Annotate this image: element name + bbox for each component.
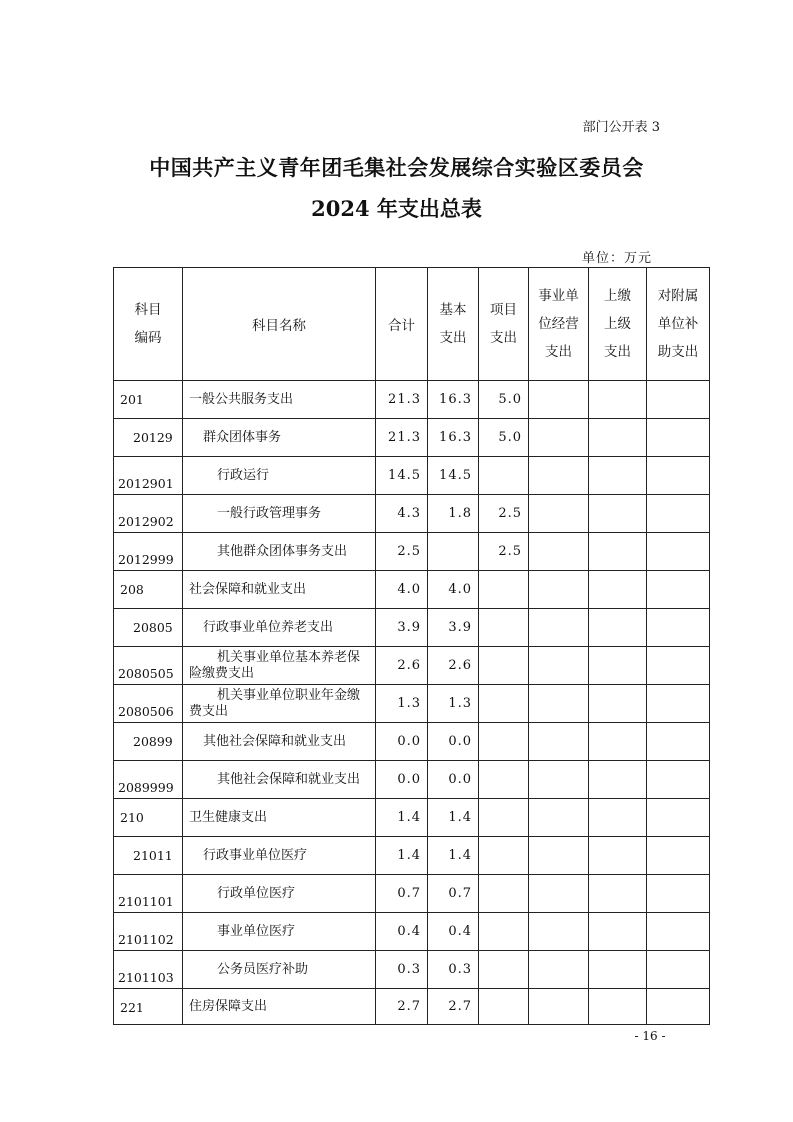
name-line: 机关事业单位基本养老保 (217, 649, 361, 665)
cell-enterprise (529, 495, 589, 533)
table-row (114, 875, 710, 913)
cell-enterprise (529, 913, 589, 951)
cell-upper (589, 761, 647, 799)
table-row (114, 989, 710, 1025)
cell-project (479, 799, 529, 837)
cell-basic (428, 533, 479, 571)
code-text: 208 (120, 582, 144, 597)
col-header-upper (589, 268, 647, 381)
col-header-enterprise-line: 支出 (545, 344, 572, 360)
cell-enterprise (529, 951, 589, 989)
cell-basic: 1.4 (428, 799, 479, 837)
cell-total: 0.0 (376, 723, 428, 761)
cell-code (114, 951, 183, 989)
cell-subsidiary (647, 761, 710, 799)
table-row (114, 419, 710, 457)
cell-upper (589, 837, 647, 875)
col-header-subsidiary-line: 单位补 (657, 316, 699, 332)
cell-enterprise (529, 685, 589, 723)
table-row (114, 381, 710, 419)
cell-subsidiary (647, 571, 710, 609)
cell-basic: 16.3 (428, 381, 479, 419)
col-header-basic-line: 基本 (439, 302, 467, 318)
cell-enterprise (529, 457, 589, 495)
cell-subsidiary (647, 609, 710, 647)
cell-code (114, 723, 183, 761)
cell-code (114, 989, 183, 1025)
cell-upper (589, 419, 647, 457)
cell-code (114, 533, 183, 571)
cell-subsidiary (647, 913, 710, 951)
cell-project: 2.5 (479, 533, 529, 571)
cell-total: 4.0 (376, 571, 428, 609)
cell-upper (589, 799, 647, 837)
cell-name: 公务员医疗补助 (183, 951, 376, 989)
cell-code (114, 875, 183, 913)
cell-total: 1.3 (376, 685, 428, 723)
cell-name: 一般行政管理事务 (183, 495, 376, 533)
table-row (114, 647, 710, 685)
cell-project (479, 951, 529, 989)
cell-basic: 0.0 (428, 761, 479, 799)
cell-subsidiary (647, 989, 710, 1025)
cell-code (114, 381, 183, 419)
cell-name: 其他社会保障和就业支出 (183, 761, 376, 799)
cell-name: 住房保障支出 (183, 989, 376, 1025)
cell-name: 行政运行 (183, 457, 376, 495)
table-header-row (114, 268, 710, 381)
cell-subsidiary (647, 951, 710, 989)
cell-upper (589, 571, 647, 609)
code-text: 2080506 (118, 704, 174, 719)
cell-total: 2.7 (376, 989, 428, 1025)
cell-project (479, 875, 529, 913)
cell-upper (589, 533, 647, 571)
code-text: 2012902 (118, 514, 174, 529)
page-number: - 16 - (634, 1029, 666, 1043)
col-header-total: 合计 (376, 268, 428, 381)
table-row (114, 837, 710, 875)
cell-project (479, 913, 529, 951)
col-header-upper-line: 支出 (604, 344, 631, 360)
col-header-project-line: 项目 (490, 302, 517, 318)
col-header-enterprise-line: 事业单 (538, 288, 579, 304)
cell-subsidiary (647, 723, 710, 761)
table-row (114, 685, 710, 723)
col-header-upper-line: 上级 (604, 316, 631, 332)
cell-total: 4.3 (376, 495, 428, 533)
cell-enterprise (529, 533, 589, 571)
cell-name: 卫生健康支出 (183, 799, 376, 837)
cell-code (114, 647, 183, 685)
cell-name: 群众团体事务 (183, 419, 376, 457)
col-header-subsidiary (647, 268, 710, 381)
col-header-code-line: 编码 (134, 330, 162, 346)
cell-basic: 0.7 (428, 875, 479, 913)
page-subtitle: 2024 年支出总表 (311, 196, 482, 221)
name-line: 机关事业单位职业年金缴 (217, 687, 361, 703)
name-line: 费支出 (189, 703, 229, 719)
cell-basic: 1.4 (428, 837, 479, 875)
code-text: 2080505 (118, 666, 174, 681)
col-header-code-line: 科目 (134, 302, 162, 318)
cell-upper (589, 685, 647, 723)
cell-name: 事业单位医疗 (183, 913, 376, 951)
cell-code (114, 609, 183, 647)
form-label: 部门公开表 3 (582, 120, 660, 135)
col-header-project-line: 支出 (490, 330, 517, 346)
cell-total: 3.9 (376, 609, 428, 647)
cell-upper (589, 647, 647, 685)
code-text: 2012999 (118, 552, 174, 567)
cell-basic: 4.0 (428, 571, 479, 609)
cell-total: 1.4 (376, 837, 428, 875)
col-header-basic-line: 支出 (439, 330, 467, 346)
code-text: 21011 (133, 848, 173, 863)
col-header-enterprise (529, 268, 589, 381)
col-header-project (479, 268, 529, 381)
cell-name: 行政事业单位医疗 (183, 837, 376, 875)
cell-enterprise (529, 381, 589, 419)
cell-subsidiary (647, 381, 710, 419)
cell-upper (589, 495, 647, 533)
cell-total: 2.6 (376, 647, 428, 685)
cell-basic: 0.3 (428, 951, 479, 989)
cell-project (479, 571, 529, 609)
cell-enterprise (529, 723, 589, 761)
table-row (114, 913, 710, 951)
cell-code (114, 761, 183, 799)
cell-subsidiary (647, 533, 710, 571)
cell-total: 0.3 (376, 951, 428, 989)
cell-subsidiary (647, 457, 710, 495)
cell-upper (589, 913, 647, 951)
cell-name: 一般公共服务支出 (183, 381, 376, 419)
cell-enterprise (529, 571, 589, 609)
code-text: 2012901 (118, 476, 174, 491)
code-text: 221 (120, 1000, 144, 1015)
cell-total: 0.0 (376, 761, 428, 799)
code-text: 2101101 (118, 894, 174, 909)
expenditure-table (113, 267, 710, 1025)
cell-upper (589, 951, 647, 989)
cell-basic: 16.3 (428, 419, 479, 457)
cell-enterprise (529, 609, 589, 647)
cell-name: 行政单位医疗 (183, 875, 376, 913)
cell-code (114, 913, 183, 951)
cell-upper (589, 609, 647, 647)
cell-basic: 0.4 (428, 913, 479, 951)
cell-basic: 1.3 (428, 685, 479, 723)
cell-name: 行政事业单位养老支出 (183, 609, 376, 647)
table-row (114, 799, 710, 837)
code-text: 210 (120, 810, 144, 825)
cell-project: 2.5 (479, 495, 529, 533)
unit-label: 单位：万元 (581, 251, 652, 266)
cell-enterprise (529, 799, 589, 837)
table-row (114, 761, 710, 799)
cell-project (479, 989, 529, 1025)
cell-upper (589, 989, 647, 1025)
cell-subsidiary (647, 685, 710, 723)
cell-basic: 3.9 (428, 609, 479, 647)
cell-subsidiary (647, 875, 710, 913)
code-text: 201 (120, 392, 144, 407)
cell-project: 5.0 (479, 419, 529, 457)
table-row (114, 571, 710, 609)
cell-subsidiary (647, 647, 710, 685)
col-header-subsidiary-line: 助支出 (657, 344, 699, 360)
cell-name: 其他群众团体事务支出 (183, 533, 376, 571)
cell-subsidiary (647, 419, 710, 457)
cell-total: 2.5 (376, 533, 428, 571)
cell-total: 21.3 (376, 381, 428, 419)
cell-project (479, 685, 529, 723)
cell-total: 1.4 (376, 799, 428, 837)
col-header-name: 科目名称 (183, 268, 376, 381)
code-text: 20805 (133, 620, 173, 635)
cell-code (114, 457, 183, 495)
cell-subsidiary (647, 799, 710, 837)
cell-total: 0.4 (376, 913, 428, 951)
cell-subsidiary (647, 837, 710, 875)
code-text: 2089999 (118, 780, 174, 795)
code-text: 20129 (133, 430, 173, 445)
cell-project (479, 761, 529, 799)
cell-project (479, 647, 529, 685)
cell-enterprise (529, 761, 589, 799)
cell-basic: 2.7 (428, 989, 479, 1025)
cell-basic: 2.6 (428, 647, 479, 685)
cell-total: 0.7 (376, 875, 428, 913)
cell-enterprise (529, 647, 589, 685)
table-row (114, 457, 710, 495)
code-text: 2101102 (118, 932, 174, 947)
name-line: 险缴费支出 (189, 665, 255, 681)
cell-basic: 14.5 (428, 457, 479, 495)
cell-enterprise (529, 837, 589, 875)
cell-project (479, 609, 529, 647)
cell-project (479, 723, 529, 761)
page-title: 中国共产主义青年团毛集社会发展综合实验区委员会 (149, 155, 644, 180)
cell-basic: 1.8 (428, 495, 479, 533)
col-header-enterprise-line: 位经营 (538, 316, 579, 332)
cell-upper (589, 875, 647, 913)
table-row (114, 723, 710, 761)
cell-upper (589, 723, 647, 761)
table-row (114, 533, 710, 571)
table-row (114, 951, 710, 989)
code-text: 2101103 (118, 970, 174, 985)
code-text: 20899 (133, 734, 173, 749)
col-header-upper-line: 上缴 (604, 288, 631, 304)
cell-name: 社会保障和就业支出 (183, 571, 376, 609)
cell-project (479, 457, 529, 495)
cell-code (114, 837, 183, 875)
cell-code (114, 685, 183, 723)
cell-enterprise (529, 419, 589, 457)
table-row (114, 609, 710, 647)
cell-enterprise (529, 989, 589, 1025)
cell-project: 5.0 (479, 381, 529, 419)
table-row (114, 495, 710, 533)
cell-project (479, 837, 529, 875)
cell-code (114, 419, 183, 457)
cell-total: 21.3 (376, 419, 428, 457)
col-header-basic (428, 268, 479, 381)
cell-total: 14.5 (376, 457, 428, 495)
cell-enterprise (529, 875, 589, 913)
cell-basic: 0.0 (428, 723, 479, 761)
cell-upper (589, 457, 647, 495)
col-header-code (114, 268, 183, 381)
cell-name: 其他社会保障和就业支出 (183, 723, 376, 761)
cell-upper (589, 381, 647, 419)
cell-name (183, 685, 376, 723)
cell-name (183, 647, 376, 685)
cell-code (114, 799, 183, 837)
cell-code (114, 571, 183, 609)
col-header-subsidiary-line: 对附属 (657, 288, 699, 304)
cell-code (114, 495, 183, 533)
cell-subsidiary (647, 495, 710, 533)
